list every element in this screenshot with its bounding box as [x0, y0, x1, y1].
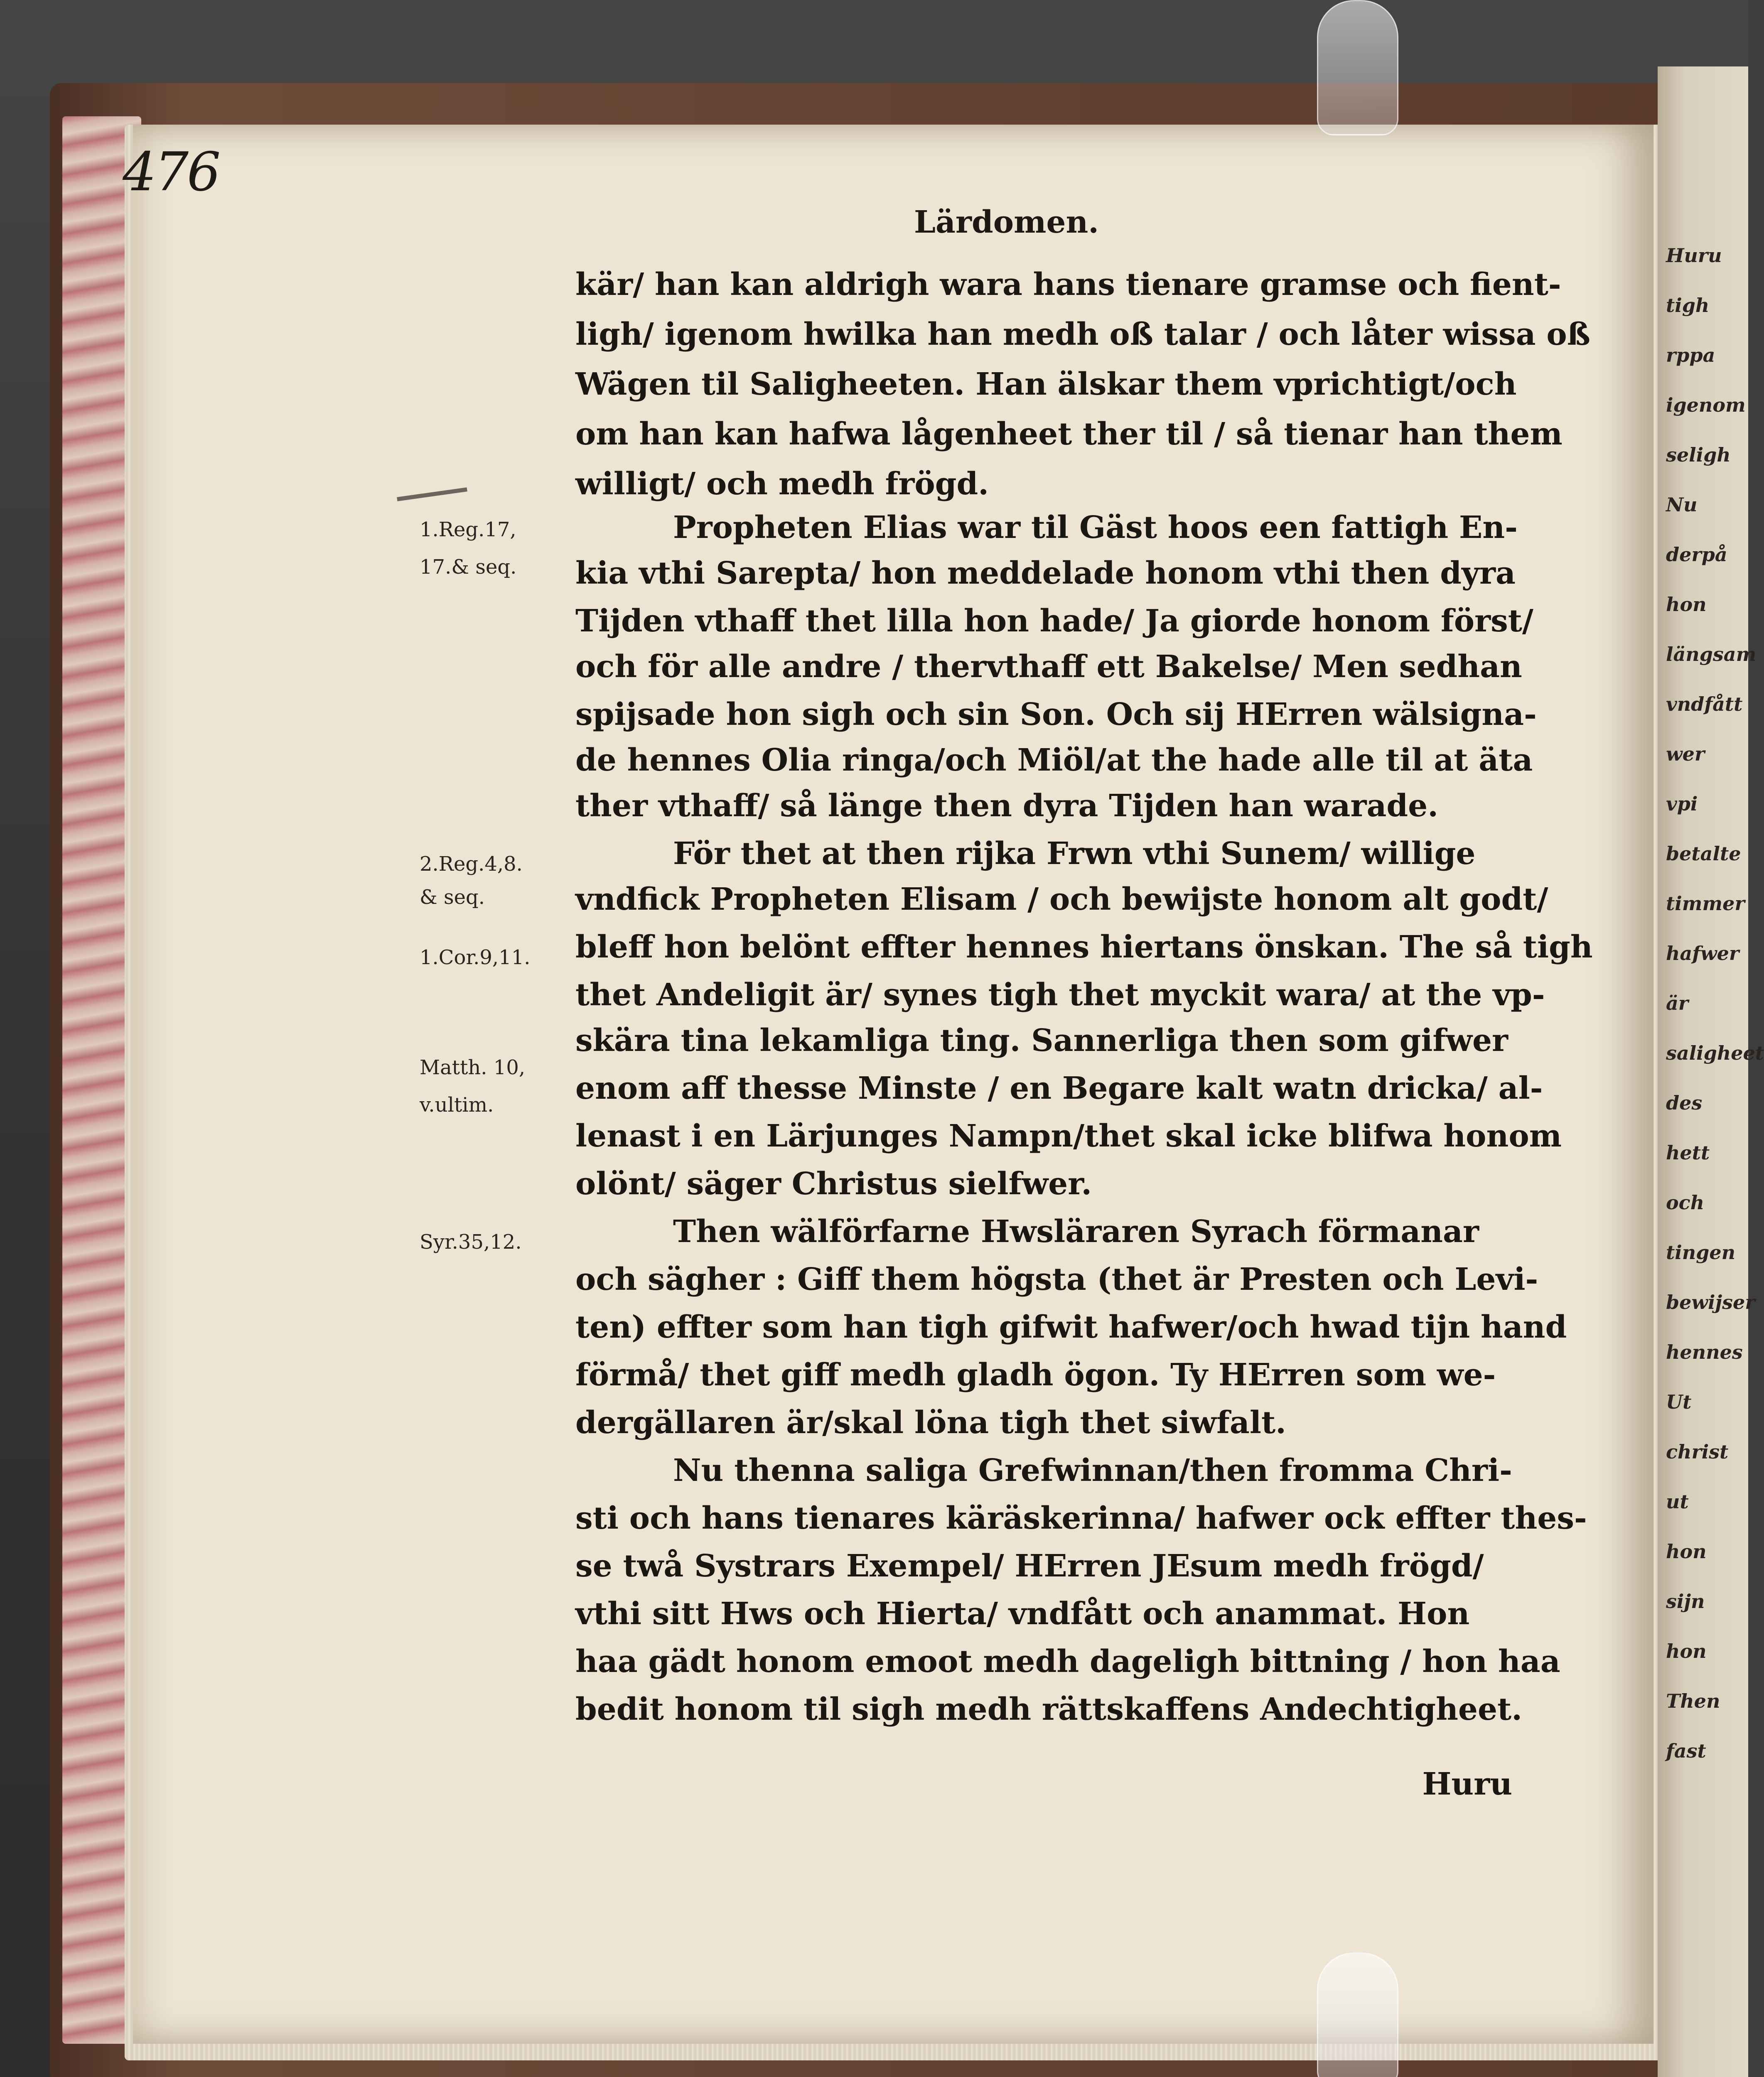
facing-line: igenom: [1666, 394, 1746, 416]
facing-line: vpi: [1666, 793, 1698, 815]
facing-line: bewijser: [1666, 1291, 1755, 1313]
facing-line: hafwer: [1666, 942, 1739, 965]
margin-note: 1.Cor.9,11.: [420, 946, 531, 969]
facing-line: är: [1666, 992, 1689, 1014]
catchword: Huru: [1422, 1766, 1512, 1802]
margin-note: Matth. 10,: [420, 1056, 526, 1079]
margin-note: 17.& seq.: [420, 555, 517, 579]
text-line: förmå/ thet giff medh gladh ögon. Ty HErren som we-: [575, 1357, 1496, 1393]
text-line: vndfick Propheten Elisam / och bewijste honom alt godt/: [575, 881, 1548, 917]
text-line: skära tina lekamliga ting. Sannerliga then som gifwer: [575, 1023, 1508, 1058]
facing-line: betalte: [1666, 842, 1741, 865]
facing-line: hon: [1666, 1540, 1707, 1563]
facing-line: tingen: [1666, 1241, 1736, 1264]
text-line: Propheten Elias war til Gäst hoos een fattigh En-: [673, 510, 1518, 545]
text-line: Tijden vthaff thet lilla hon hade/ Ja giorde honom först/: [575, 603, 1533, 639]
text-line: haa gädt honom emoot medh dageligh bittning / hon haa: [575, 1644, 1560, 1679]
text-line: Wägen til Saligheeten. Han älskar them vprichtigt/och: [575, 366, 1517, 402]
text-line: kär/ han kan aldrigh wara hans tienare gramse och fient-: [575, 267, 1561, 302]
facing-line: Nu: [1666, 493, 1698, 516]
facing-line: Huru: [1666, 244, 1722, 267]
page-number: 476: [123, 141, 219, 203]
text-line: Then wälförfarne Hwsläraren Syrach förmanar: [673, 1214, 1479, 1250]
facing-line: hon: [1666, 593, 1707, 616]
text-line: bleff hon belönt effter hennes hiertans önskan. The så tigh: [575, 929, 1593, 965]
facing-line: derpå: [1666, 543, 1727, 566]
facing-line: vndfått: [1666, 693, 1743, 715]
margin-note: 2.Reg.4,8.: [420, 852, 523, 876]
text-line: thet Andeligit är/ synes tigh thet myckit wara/ at the vp-: [575, 977, 1545, 1013]
facing-line: hon: [1666, 1640, 1707, 1662]
text-line: För thet at then rijka Frwn vthi Sunem/ willige: [673, 836, 1476, 872]
margin-note: 1.Reg.17,: [420, 518, 516, 541]
facing-line: rppa: [1666, 344, 1715, 366]
text-line: sti och hans tienares käräskerinna/ hafwer ock effter thes-: [575, 1500, 1587, 1536]
facing-page: [1658, 66, 1764, 2077]
margin-note: v.ultim.: [420, 1093, 494, 1117]
text-line: spijsade hon sigh och sin Son. Och sij HErren wälsigna-: [575, 697, 1537, 732]
text-line: och sägher : Giff them högsta (thet är Presten och Levi-: [575, 1262, 1538, 1297]
facing-line: timmer: [1666, 892, 1745, 915]
text-line: lenast i en Lärjunges Nampn/thet skal icke blifwa honom: [575, 1118, 1562, 1154]
text-line: ten) effter som han tigh gifwit hafwer/och hwad tijn hand: [575, 1309, 1567, 1345]
facing-line: wer: [1666, 743, 1705, 765]
page-clip-bottom: [1317, 1952, 1398, 2077]
facing-line: tigh: [1666, 294, 1710, 317]
text-line: vthi sitt Hws och Hierta/ vndfått och anammat. Hon: [575, 1596, 1470, 1632]
text-line: dergällaren är/skal löna tigh thet siwfalt.: [575, 1405, 1286, 1441]
text-line: bedit honom til sigh medh rättskaffens Andechtigheet.: [575, 1692, 1523, 1727]
text-line: om han kan hafwa lågenheet ther til / så tienar han them: [575, 416, 1563, 452]
text-line: enom aff thesse Minste / en Begare kalt watn dricka/ al-: [575, 1070, 1543, 1106]
facing-line: des: [1666, 1092, 1703, 1114]
text-line: ligh/ igenom hwilka han medh oß talar / och låter wissa oß: [575, 317, 1590, 352]
page-clip-top: [1317, 0, 1398, 135]
text-line: Nu thenna saliga Grefwinnan/then fromma Chri-: [673, 1453, 1512, 1488]
margin-note: & seq.: [420, 886, 485, 909]
text-line: willigt/ och medh frögd.: [575, 466, 989, 502]
facing-line: saligheet: [1666, 1042, 1764, 1064]
facing-line: hett: [1666, 1142, 1710, 1164]
text-line: ther vthaff/ så länge then dyra Tijden han warade.: [575, 788, 1438, 824]
facing-line: hennes: [1666, 1341, 1743, 1363]
facing-line: Then: [1666, 1690, 1720, 1712]
facing-line: fast: [1666, 1740, 1706, 1762]
text-line: och för alle andre / thervthaff ett Bakelse/ Men sedhan: [575, 649, 1522, 685]
text-line: olönt/ säger Christus sielfwer.: [575, 1166, 1092, 1202]
margin-note: Syr.35,12.: [420, 1230, 522, 1254]
text-line: de hennes Olia ringa/och Miöl/at the hade alle til at äta: [575, 742, 1533, 778]
facing-line: Ut: [1666, 1391, 1692, 1413]
facing-line: christ: [1666, 1441, 1729, 1463]
facing-line: seligh: [1666, 444, 1731, 466]
facing-line: och: [1666, 1191, 1705, 1214]
facing-line: sijn: [1666, 1590, 1705, 1613]
facing-line: ut: [1666, 1490, 1689, 1513]
text-line: kia vthi Sarepta/ hon meddelade honom vthi then dyra: [575, 555, 1516, 591]
facing-line: längsam: [1666, 643, 1757, 665]
running-head: Lärdomen.: [914, 204, 1099, 240]
text-line: se twå Systrars Exempel/ HErren JEsum medh frögd/: [575, 1548, 1484, 1584]
